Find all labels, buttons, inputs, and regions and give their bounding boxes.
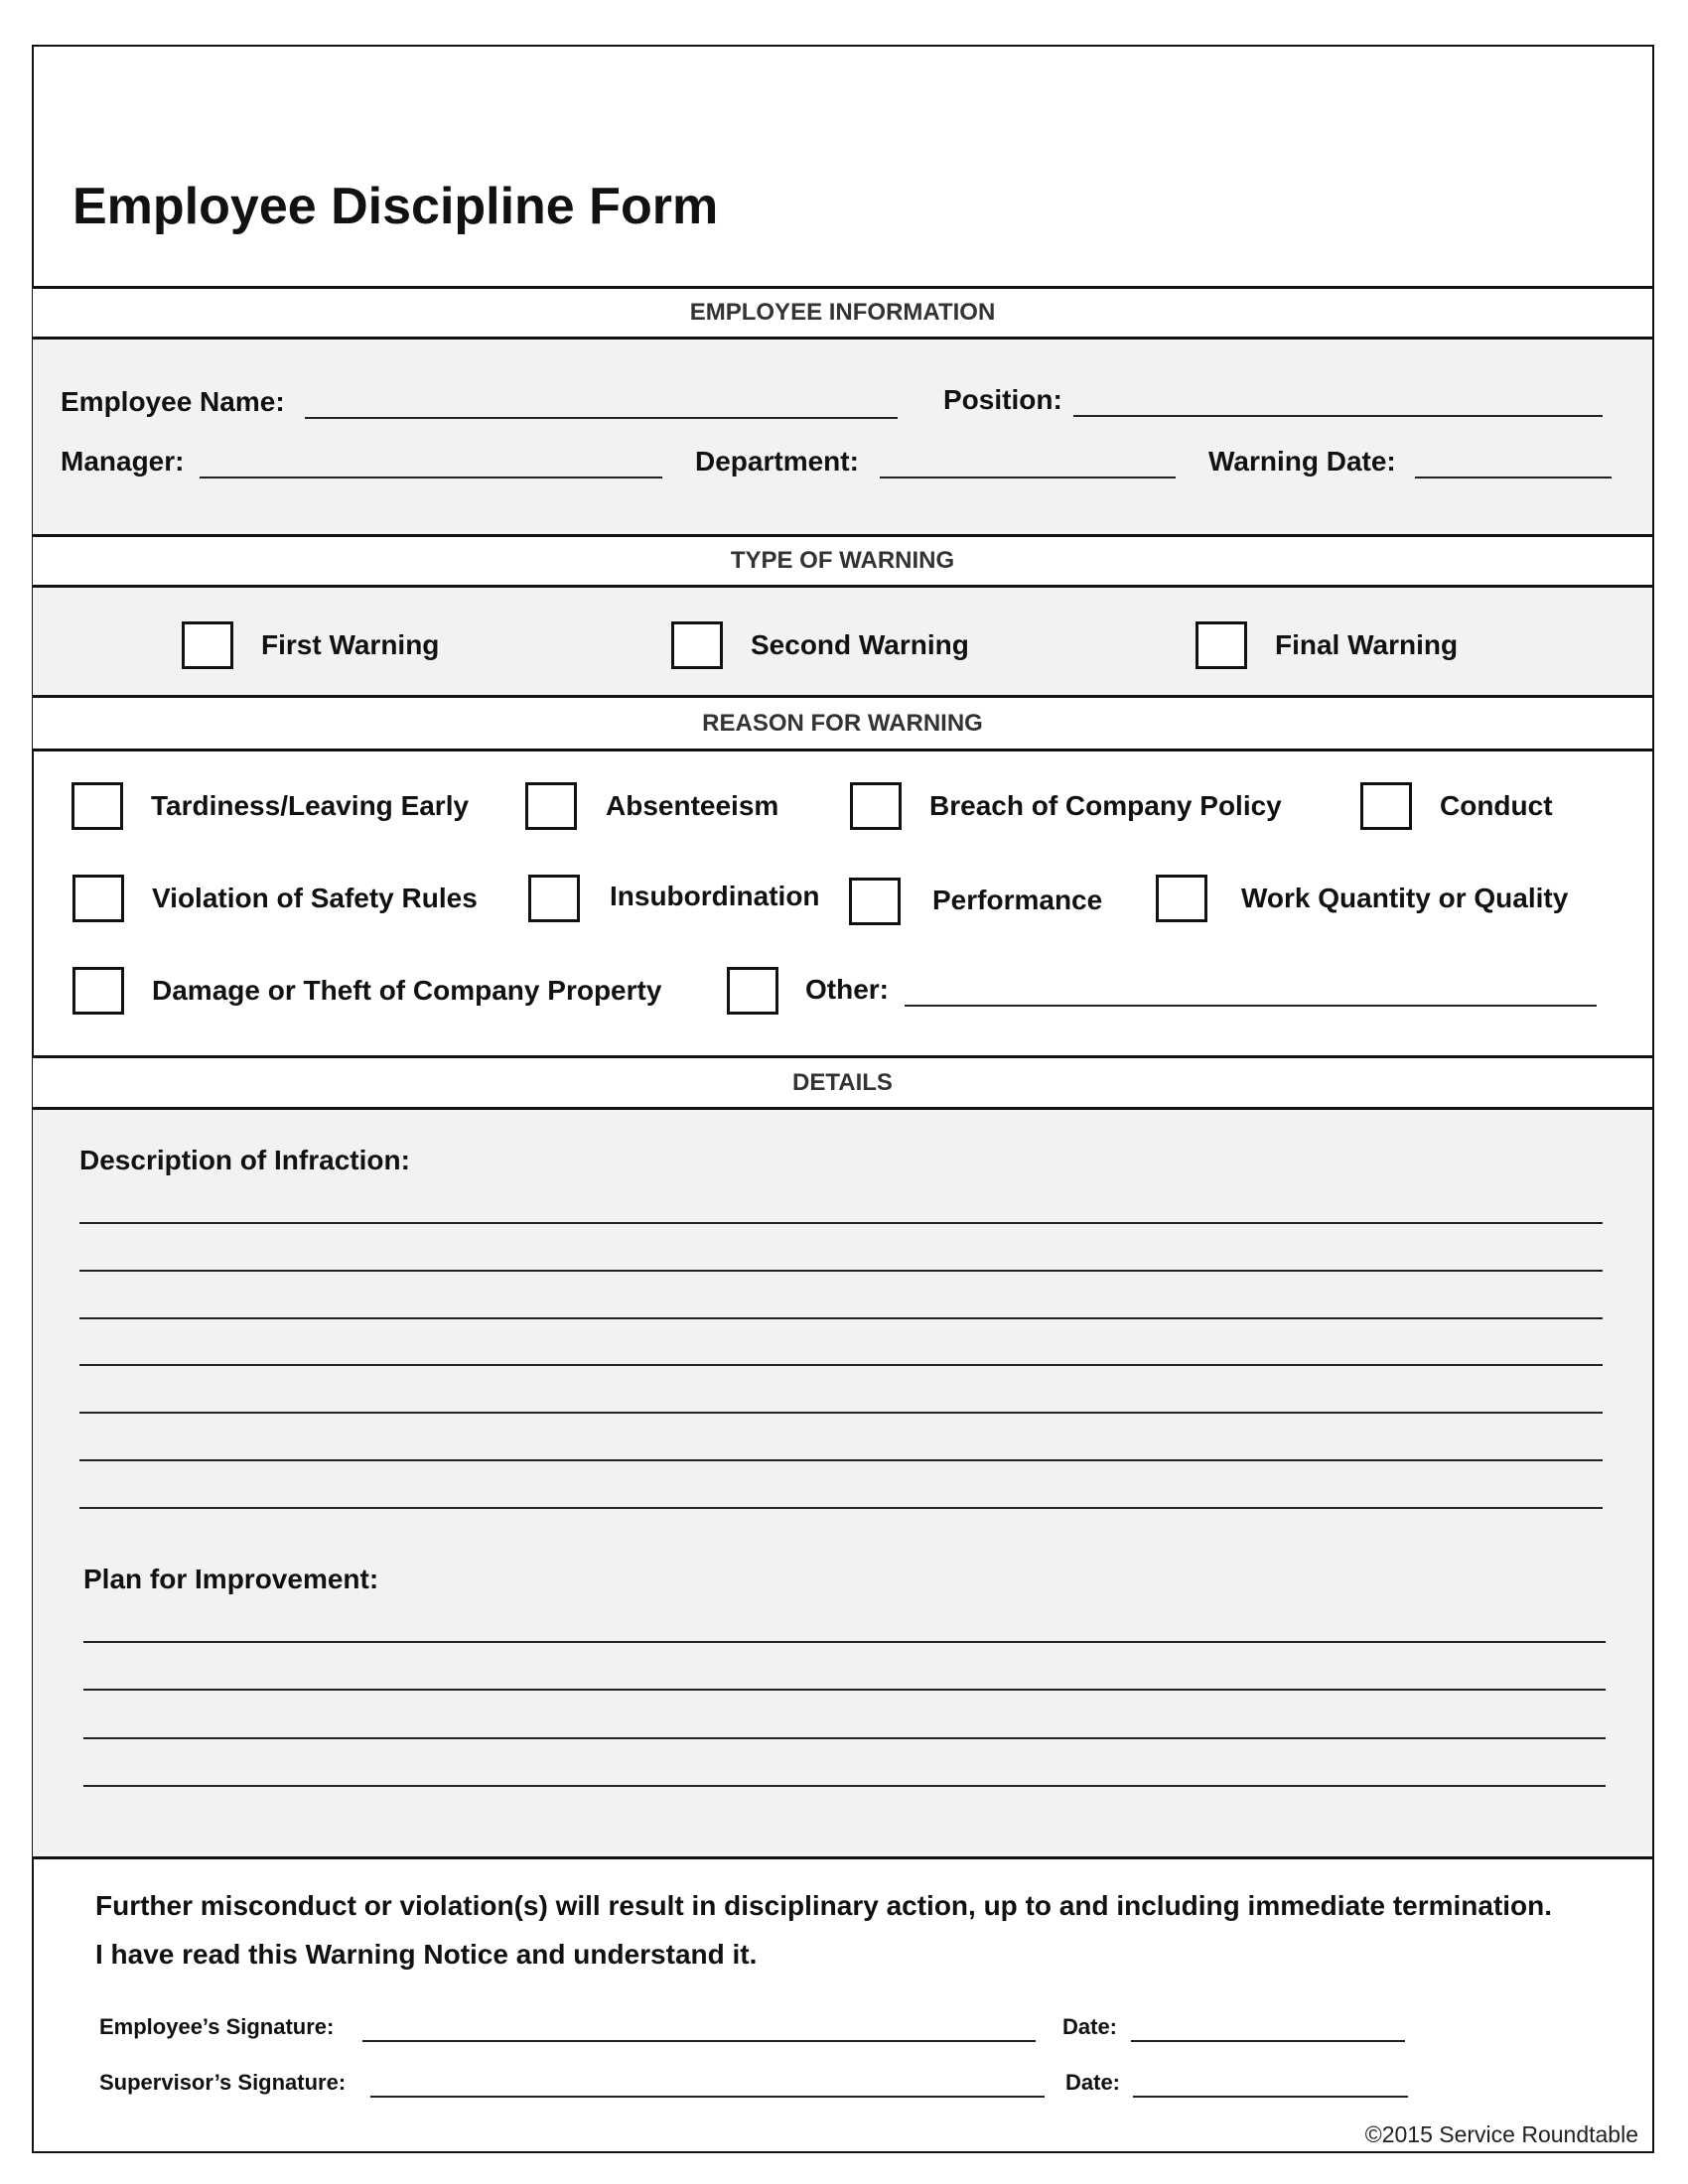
damage-theft-checkbox[interactable] <box>72 967 124 1015</box>
supervisor-date-field[interactable] <box>1133 2096 1408 2098</box>
warning-date-label: Warning Date: <box>1208 446 1396 477</box>
acknowledgement-text: I have read this Warning Notice and understand it. <box>95 1939 758 1970</box>
manager-field[interactable] <box>200 477 662 478</box>
supervisor-date-label: Date: <box>1065 2070 1121 2095</box>
final-warning-label: Final Warning <box>1275 629 1459 660</box>
section-header-details: DETAILS <box>33 1055 1652 1110</box>
position-label: Position: <box>943 384 1062 415</box>
description-line[interactable] <box>79 1222 1603 1224</box>
plan-line[interactable] <box>83 1689 1606 1691</box>
department-label: Department: <box>695 446 859 477</box>
section-header-type-of-warning: TYPE OF WARNING <box>33 534 1652 588</box>
safety-rules-label: Violation of Safety Rules <box>152 883 478 913</box>
form-title: Employee Discipline Form <box>72 178 719 235</box>
position-field[interactable] <box>1073 415 1603 417</box>
warning-date-field[interactable] <box>1415 477 1612 478</box>
description-line[interactable] <box>79 1412 1603 1414</box>
plan-line[interactable] <box>83 1785 1606 1787</box>
insubordination-label: Insubordination <box>610 881 820 911</box>
description-line[interactable] <box>79 1364 1603 1366</box>
work-quantity-quality-checkbox[interactable] <box>1156 875 1207 922</box>
second-warning-label: Second Warning <box>751 629 969 660</box>
employee-date-label: Date: <box>1062 2014 1118 2039</box>
employee-name-label: Employee Name: <box>61 386 285 417</box>
plan-label: Plan for Improvement: <box>83 1564 379 1594</box>
work-quantity-quality-label: Work Quantity or Quality <box>1241 883 1569 913</box>
employee-date-field[interactable] <box>1131 2040 1405 2042</box>
insubordination-checkbox[interactable] <box>528 875 580 922</box>
employee-signature-field[interactable] <box>362 2040 1036 2042</box>
performance-label: Performance <box>932 885 1103 915</box>
first-warning-label: First Warning <box>261 629 440 660</box>
department-field[interactable] <box>880 477 1176 478</box>
tardiness-checkbox[interactable] <box>71 782 123 830</box>
plan-line[interactable] <box>83 1641 1606 1643</box>
section-header-reason-for-warning: REASON FOR WARNING <box>33 695 1652 751</box>
second-warning-checkbox[interactable] <box>671 621 723 669</box>
performance-checkbox[interactable] <box>849 878 901 925</box>
supervisor-signature-label: Supervisor’s Signature: <box>99 2070 347 2095</box>
misconduct-notice: Further misconduct or violation(s) will result in disciplinary action, up to and including immediate termination. <box>95 1890 1553 1921</box>
description-label: Description of Infraction: <box>79 1145 410 1175</box>
description-line[interactable] <box>79 1459 1603 1461</box>
conduct-checkbox[interactable] <box>1360 782 1412 830</box>
employee-info-section <box>33 340 1652 535</box>
breach-of-policy-label: Breach of Company Policy <box>929 790 1282 821</box>
manager-label: Manager: <box>61 446 185 477</box>
description-line[interactable] <box>79 1507 1603 1509</box>
copyright: ©2015 Service Roundtable <box>1364 2121 1638 2147</box>
absenteeism-checkbox[interactable] <box>525 782 577 830</box>
other-label: Other: <box>805 974 889 1005</box>
first-warning-checkbox[interactable] <box>182 621 233 669</box>
employee-signature-label: Employee’s Signature: <box>99 2014 335 2039</box>
breach-of-policy-checkbox[interactable] <box>850 782 902 830</box>
divider <box>33 1856 1652 1859</box>
conduct-label: Conduct <box>1440 790 1553 821</box>
final-warning-checkbox[interactable] <box>1196 621 1247 669</box>
plan-line[interactable] <box>83 1737 1606 1739</box>
safety-rules-checkbox[interactable] <box>72 875 124 922</box>
description-line[interactable] <box>79 1317 1603 1319</box>
other-checkbox[interactable] <box>727 967 778 1015</box>
employee-name-field[interactable] <box>305 417 898 419</box>
description-line[interactable] <box>79 1270 1603 1272</box>
tardiness-label: Tardiness/Leaving Early <box>151 790 470 821</box>
section-header-employee-information: EMPLOYEE INFORMATION <box>33 286 1652 340</box>
absenteeism-label: Absenteeism <box>606 790 779 821</box>
other-field[interactable] <box>905 1005 1597 1007</box>
supervisor-signature-field[interactable] <box>370 2096 1045 2098</box>
damage-theft-label: Damage or Theft of Company Property <box>152 975 662 1006</box>
